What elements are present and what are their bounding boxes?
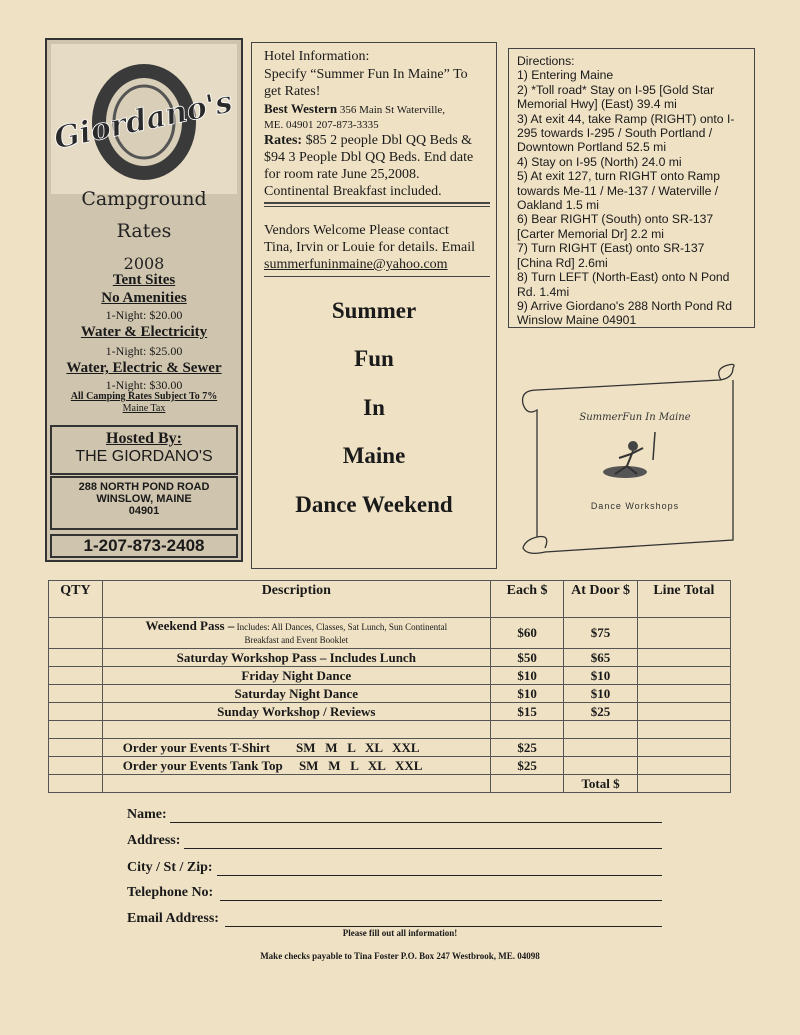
scroll-subtitle: Dance Workshops	[590, 501, 680, 511]
scroll-title: SummerFun In Maine	[579, 412, 691, 423]
svg-text:Giordano's: Giordano's	[51, 84, 236, 157]
city-state-zip-field[interactable]	[217, 875, 662, 876]
event-scroll-banner	[515, 362, 755, 557]
direction-line: 4) Stay on I-95 (North) 24.0 mi	[517, 154, 682, 169]
title-dance-weekend: Dance Weekend	[295, 492, 453, 517]
tax-note-line1: All Camping Rates Subject To 7%	[70, 391, 218, 402]
price-no-amenities: 1-Night: $20.00	[105, 308, 183, 322]
line-total-cell[interactable]	[637, 667, 730, 685]
fill-out-note: Please fill out all information!	[342, 928, 458, 938]
empty-cell	[49, 775, 103, 793]
door-price	[564, 757, 637, 775]
qty-cell[interactable]	[49, 667, 103, 685]
line-total-cell[interactable]	[637, 739, 730, 757]
direction-line: 7) Turn RIGHT (East) onto SR-137	[517, 241, 705, 256]
each-price: $10	[490, 685, 563, 703]
direction-line: Rd. 1.4mi	[517, 284, 570, 299]
table-row	[49, 685, 731, 703]
each-price: $25	[490, 757, 563, 775]
tank-top-order: Order your Events Tank Top SM M L XL XXL	[102, 757, 490, 775]
hotel-breakfast: Continental Breakfast included.	[264, 184, 442, 199]
direction-line: 2) *Toll road* Stay on I-95 [Gold Star	[517, 82, 715, 97]
campground-rates-panel	[45, 38, 243, 562]
col-description: Description	[102, 581, 490, 618]
grand-total-cell[interactable]	[637, 775, 730, 793]
divider	[264, 206, 490, 207]
campground-phone: 1-207-873-2408	[83, 536, 205, 555]
direction-line: Downtown Portland 52.5 mi	[517, 140, 667, 155]
line-total-cell[interactable]	[637, 618, 730, 649]
hosted-by-box	[50, 425, 238, 475]
qty-cell[interactable]	[49, 757, 103, 775]
title-word-in: In	[363, 395, 385, 420]
tshirt-order: Order your Events T-Shirt SM M L XL XXL	[102, 739, 490, 757]
direction-line: [China Rd] 2.6mi	[517, 255, 608, 270]
hotel-rate-two: $85 2 people Dbl QQ Beds &	[302, 133, 473, 148]
price-water-electric-sewer: 1-Night: $30.00	[105, 378, 183, 392]
each-price: $10	[490, 667, 563, 685]
hotel-name-line	[264, 101, 492, 118]
title-word-maine: Maine	[342, 443, 406, 468]
line-total-cell[interactable]	[637, 649, 730, 667]
dancer-figure-icon	[603, 432, 655, 478]
qty-cell[interactable]	[49, 618, 103, 649]
door-price: $10	[564, 685, 637, 703]
col-each: Each $	[490, 581, 563, 618]
table-row	[49, 721, 731, 739]
door-price: $25	[564, 703, 637, 721]
title-word-fun: Fun	[354, 346, 394, 371]
door-price	[564, 739, 637, 757]
item-name: Saturday Workshop Pass – Includes Lunch	[102, 649, 490, 667]
table-row	[49, 618, 731, 649]
host-name: THE GIORDANO'S	[75, 448, 213, 465]
description-cell	[102, 618, 490, 649]
line-total-cell[interactable]	[637, 703, 730, 721]
door-price: $75	[564, 618, 637, 649]
empty-cell	[490, 721, 563, 739]
city-label: City / St / Zip:	[127, 860, 213, 875]
campground-heading: Campground	[81, 188, 207, 210]
price-water-electricity: 1-Night: $25.00	[105, 344, 183, 358]
col-line-total: Line Total	[637, 581, 730, 618]
hotel-rate-three: $94 3 People Dbl QQ Beds. End date	[264, 150, 474, 165]
empty-cell	[564, 721, 637, 739]
direction-line: Oakland 1.5 mi	[517, 198, 599, 213]
col-qty: QTY	[49, 581, 103, 618]
item-details: Includes: All Dances, Classes, Sat Lunch, Sun Continental	[234, 622, 448, 632]
address-line3: 04901	[128, 505, 160, 517]
address-field[interactable]	[184, 848, 662, 849]
each-price: $50	[490, 649, 563, 667]
divider	[264, 276, 490, 277]
vendors-line1: Vendors Welcome Please contact	[264, 223, 449, 238]
divider	[264, 202, 490, 204]
name-field[interactable]	[170, 822, 662, 823]
table-row	[49, 739, 731, 757]
hotel-city-phone: ME. 04901 207-873-3335	[264, 119, 379, 131]
email-link[interactable]: summerfuninmaine@yahoo.com	[264, 257, 448, 272]
empty-cell	[102, 775, 490, 793]
name-label: Name:	[127, 807, 167, 822]
rates-heading: Rates	[116, 220, 172, 242]
direction-line: Memorial Hwy] (East) 39.4 mi	[517, 97, 677, 112]
hotel-info-panel	[251, 42, 497, 569]
item-name: Sunday Workshop / Reviews	[102, 703, 490, 721]
telephone-field[interactable]	[220, 900, 662, 901]
direction-line: 295 towards I-295 / South Portland /	[517, 126, 713, 141]
directions-heading: Directions:	[517, 54, 575, 68]
water-electric-sewer-label: Water, Electric & Sewer	[66, 360, 222, 376]
qty-cell[interactable]	[49, 739, 103, 757]
direction-line: 9) Arrive Giordano's 288 North Pond Rd	[517, 298, 733, 313]
table-row	[49, 703, 731, 721]
direction-line: 6) Bear RIGHT (South) onto SR-137	[517, 212, 714, 227]
direction-line: 3) At exit 44, take Ramp (RIGHT) onto I-	[517, 111, 735, 126]
direction-line: 1) Entering Maine	[517, 68, 614, 83]
title-word-summer: Summer	[331, 298, 417, 323]
item-name: Friday Night Dance	[102, 667, 490, 685]
direction-line: towards Me-11 / Me-137 / Waterville /	[517, 183, 719, 198]
no-amenities-label: No Amenities	[101, 290, 187, 306]
table-row	[49, 667, 731, 685]
door-price: $65	[564, 649, 637, 667]
line-total-cell[interactable]	[637, 757, 730, 775]
direction-line: Winslow Maine 04901	[517, 313, 637, 328]
tent-sites-label: Tent Sites	[112, 272, 176, 288]
logo-graphic	[51, 44, 237, 194]
order-table	[48, 580, 731, 793]
each-price: $25	[490, 739, 563, 757]
hosted-by-label: Hosted By:	[106, 430, 182, 447]
payment-instructions: Make checks payable to Tina Foster P.O. Box 247 Westbrook, ME. 04098	[260, 951, 540, 961]
qty-cell[interactable]	[49, 703, 103, 721]
hotel-address: 356 Main St Waterville,	[337, 104, 446, 116]
hotel-rates-line: get Rates!	[264, 84, 321, 99]
item-name: Saturday Night Dance	[102, 685, 490, 703]
table-header-row	[49, 581, 731, 618]
hotel-name: Best Western	[264, 101, 338, 116]
qty-cell[interactable]	[49, 685, 103, 703]
table-row	[49, 775, 731, 793]
year-label: 2008	[123, 254, 165, 273]
qty-cell[interactable]	[49, 721, 103, 739]
item-details-2: Breakfast and Event Booklet	[244, 635, 349, 645]
telephone-label: Telephone No:	[127, 885, 214, 900]
address-line2: WINSLOW, MAINE	[96, 493, 192, 505]
door-price: $10	[564, 667, 637, 685]
water-electricity-label: Water & Electricity	[80, 324, 208, 340]
each-price: $60	[490, 618, 563, 649]
phone-box	[50, 534, 238, 558]
campground-address-box	[50, 476, 238, 530]
direction-line: 8) Turn LEFT (North-East) onto N Pond	[517, 270, 730, 285]
qty-cell[interactable]	[49, 649, 103, 667]
empty-cell	[102, 721, 490, 739]
directions-box	[508, 48, 755, 328]
total-label: Total $	[564, 775, 637, 793]
col-at-door: At Door $	[564, 581, 637, 618]
hotel-rates-detail	[264, 133, 492, 149]
hotel-info-heading: Hotel Information:	[264, 49, 370, 64]
hotel-specify-line: Specify “Summer Fun In Maine” To	[264, 67, 468, 82]
email-label: Email Address:	[127, 911, 219, 926]
direction-line: [Carter Memorial Dr] 2.2 mi	[517, 226, 664, 241]
table-row	[49, 757, 731, 775]
item-name: Weekend Pass –	[145, 618, 235, 633]
line-total-cell[interactable]	[637, 721, 730, 739]
empty-cell	[490, 775, 563, 793]
email-field[interactable]	[225, 926, 662, 927]
scroll-graphic	[515, 362, 755, 557]
line-total-cell[interactable]	[637, 685, 730, 703]
hotel-rates-label: Rates:	[264, 133, 303, 148]
address-line1: 288 NORTH POND ROAD	[78, 481, 210, 493]
tax-note-line2: Maine Tax	[122, 403, 166, 414]
hotel-end-date: for room rate June 25,2008.	[264, 167, 420, 182]
giordanos-logo	[51, 44, 237, 194]
direction-line: 5) At exit 127, turn RIGHT onto Ramp	[517, 169, 720, 184]
vendors-line2: Tina, Irvin or Louie for details. Email	[264, 240, 475, 255]
address-label: Address:	[127, 833, 181, 848]
table-row	[49, 649, 731, 667]
each-price: $15	[490, 703, 563, 721]
